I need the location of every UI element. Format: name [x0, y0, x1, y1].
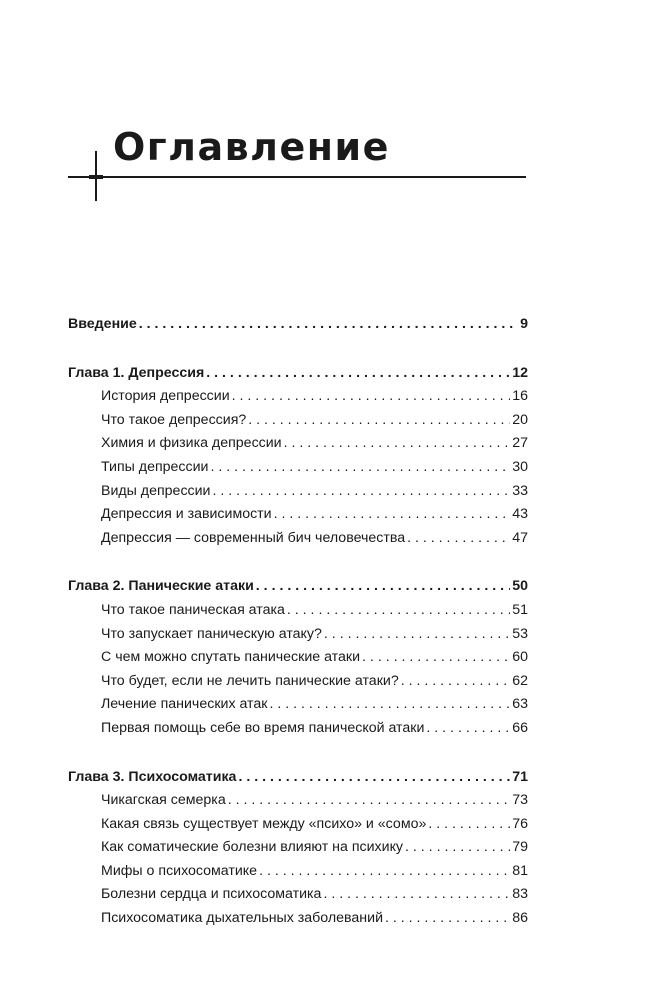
toc-page-number: 12: [512, 364, 528, 381]
toc-page-number: 79: [512, 839, 528, 856]
toc-leader-dots: [210, 456, 510, 480]
toc-entry-label: Глава 1. Депрессия: [68, 364, 205, 381]
toc-page-number: 27: [512, 435, 528, 452]
toc-section[interactable]: [68, 693, 528, 717]
toc-section[interactable]: [68, 480, 528, 504]
toc-page-number: 51: [512, 601, 528, 618]
toc-chapter-2[interactable]: [68, 575, 528, 599]
toc-entry-label: Химия и физика депрессии: [101, 435, 282, 452]
toc-entry-label: Лечение панических атак: [101, 696, 268, 713]
toc-page-number: 33: [512, 482, 528, 499]
toc-page-number: 81: [512, 862, 528, 879]
toc-page-number: 53: [512, 625, 528, 642]
toc-section[interactable]: [68, 836, 528, 860]
toc-entry-label: Как соматические болезни влияют на психику: [101, 839, 404, 856]
toc-page-number: 66: [512, 719, 528, 736]
table-of-contents: [68, 313, 528, 931]
toc-leader-dots: [228, 789, 511, 813]
toc-entry-label: Депрессия и зависимости: [101, 506, 272, 523]
toc-section[interactable]: [68, 670, 528, 694]
toc-page-number: 50: [512, 578, 528, 595]
toc-section[interactable]: [68, 646, 528, 670]
toc-leader-dots: [256, 575, 510, 599]
toc-section[interactable]: [68, 599, 528, 623]
toc-entry-label: Что будет, если не лечить панические атаки?: [101, 672, 399, 689]
toc-entry-label: Типы депрессии: [101, 458, 209, 475]
toc-entry-label: Какая связь существует между «психо» и «сомо»: [101, 815, 427, 832]
toc-leader-dots: [139, 313, 518, 337]
toc-section[interactable]: [68, 432, 528, 456]
toc-entry-label: Глава 2. Панические атаки: [68, 578, 254, 595]
toc-entry-label: Что такое депрессия?: [101, 411, 247, 428]
toc-entry-label: Мифы о психосоматике: [101, 862, 258, 879]
toc-leader-dots: [407, 527, 510, 551]
toc-page-number: 86: [512, 910, 528, 927]
toc-section[interactable]: [68, 907, 528, 931]
toc-section[interactable]: [68, 385, 528, 409]
toc-leader-dots: [405, 836, 510, 860]
toc-leader-dots: [385, 907, 510, 931]
toc-chapter-3[interactable]: [68, 766, 528, 790]
page-title: Оглавление: [113, 125, 390, 169]
toc-page-number: 9: [520, 316, 528, 332]
toc-page-number: 76: [512, 815, 528, 832]
toc-page-number: 62: [512, 672, 528, 689]
toc-page-number: 47: [512, 529, 528, 546]
toc-page-number: 83: [512, 886, 528, 903]
toc-leader-dots: [362, 646, 510, 670]
toc-section[interactable]: [68, 623, 528, 647]
toc-leader-dots: [259, 860, 510, 884]
toc-entry-label: Виды депрессии: [101, 482, 211, 499]
toc-leader-dots: [284, 432, 511, 456]
toc-section[interactable]: [68, 456, 528, 480]
toc-entry-label: История депрессии: [101, 388, 230, 405]
toc-entry-label: Болезни сердца и психосоматика: [101, 886, 322, 903]
toc-page-number: 20: [512, 411, 528, 428]
toc-page-number: 71: [512, 768, 528, 785]
toc-entry-label: Первая помощь себе во время панической атаки: [101, 719, 425, 736]
toc-section[interactable]: [68, 409, 528, 433]
title-underline: [68, 176, 526, 178]
toc-page-number: 73: [512, 792, 528, 809]
toc-entry-label: Чикагская семерка: [101, 792, 226, 809]
toc-chapter-1[interactable]: [68, 362, 528, 386]
toc-entry-label: Что такое паническая атака: [101, 601, 285, 618]
toc-section[interactable]: [68, 860, 528, 884]
toc-leader-dots: [428, 813, 510, 837]
toc-leader-dots: [270, 693, 511, 717]
toc-entry-label: Глава 3. Психосоматика: [68, 768, 237, 785]
toc-entry-label: Депрессия — современный бич человечества: [101, 529, 406, 546]
toc-page-number: 16: [512, 388, 528, 405]
toc-leader-dots: [274, 503, 511, 527]
toc-section[interactable]: [68, 503, 528, 527]
toc-leader-dots: [248, 409, 510, 433]
toc-leader-dots: [401, 670, 511, 694]
toc-leader-dots: [232, 385, 511, 409]
toc-leader-dots: [206, 362, 510, 386]
toc-leader-dots: [287, 599, 510, 623]
toc-entry-intro[interactable]: [68, 313, 528, 337]
toc-leader-dots: [324, 623, 510, 647]
toc-page-number: 60: [512, 649, 528, 666]
toc-section[interactable]: [68, 717, 528, 741]
title-crosshair-mark: [89, 175, 103, 179]
toc-entry-label: Введение: [68, 316, 137, 332]
toc-page-number: 30: [512, 458, 528, 475]
toc-entry-label: С чем можно спутать панические атаки: [101, 649, 361, 666]
toc-section[interactable]: [68, 527, 528, 551]
toc-section[interactable]: [68, 789, 528, 813]
toc-leader-dots: [323, 883, 510, 907]
toc-leader-dots: [238, 766, 510, 790]
toc-page-number: 63: [512, 696, 528, 713]
toc-page-number: 43: [512, 506, 528, 523]
toc-entry-label: Психосоматика дыхательных заболеваний: [101, 910, 383, 927]
toc-section[interactable]: [68, 813, 528, 837]
toc-section[interactable]: [68, 883, 528, 907]
toc-leader-dots: [212, 480, 510, 504]
toc-leader-dots: [426, 717, 510, 741]
toc-entry-label: Что запускает паническую атаку?: [101, 625, 322, 642]
